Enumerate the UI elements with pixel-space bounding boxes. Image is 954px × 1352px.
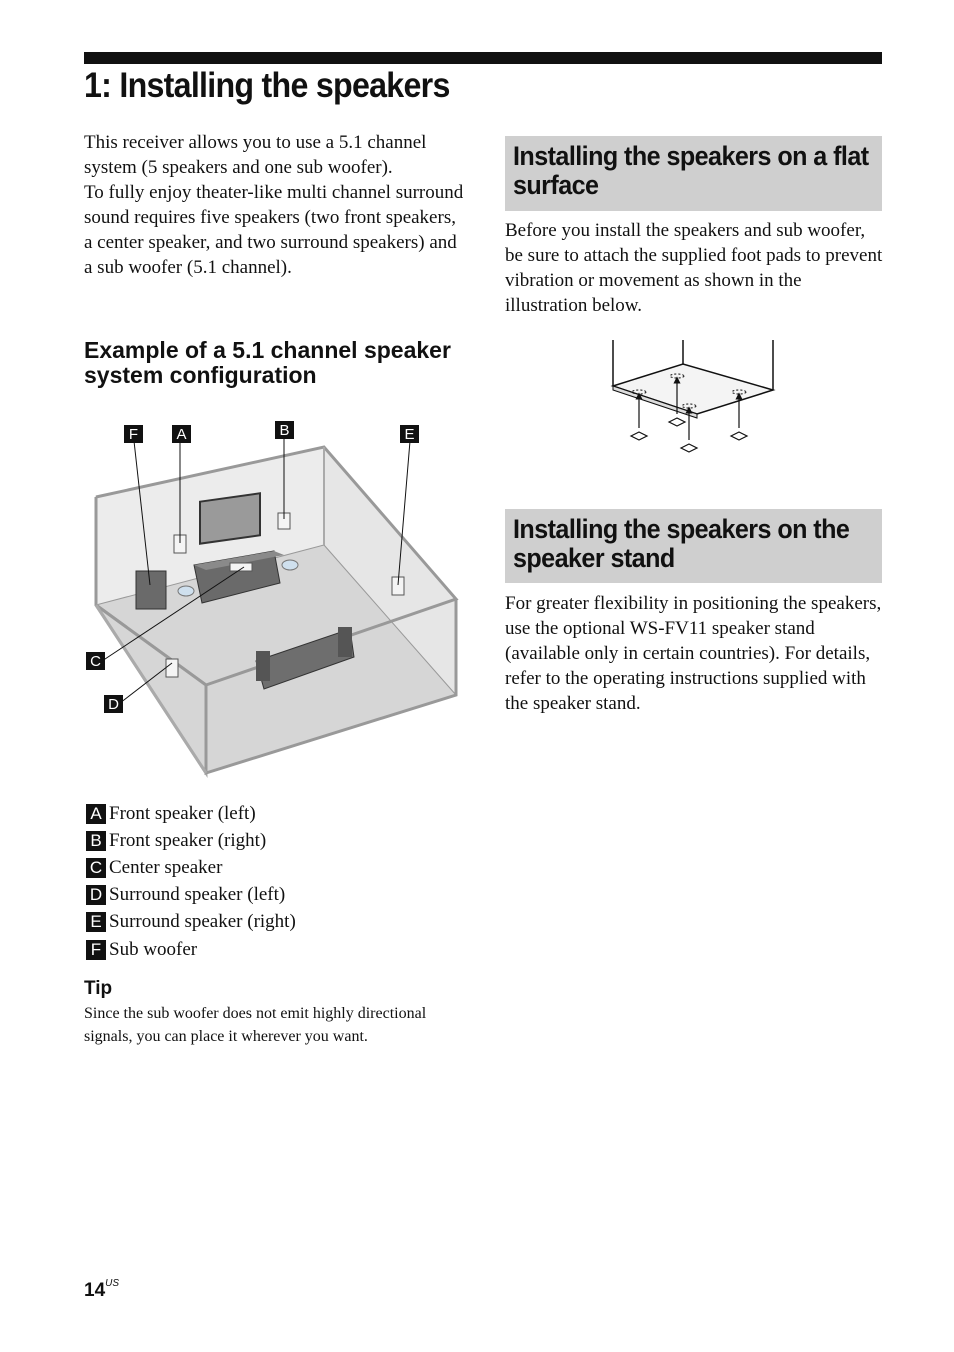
foot-pad <box>669 418 685 426</box>
callout-label-f: F <box>128 426 139 443</box>
legend-badge: A <box>86 804 106 824</box>
foot-pad <box>681 444 697 452</box>
legend-label: Surround speaker (left) <box>109 884 286 906</box>
section-heading-flat-surface: Installing the speakers on a flat surface <box>513 141 869 200</box>
legend-item <box>84 800 464 827</box>
legend-badge: E <box>86 912 106 932</box>
legend-item <box>84 936 464 963</box>
front-left-stand-base <box>178 586 194 596</box>
intro-line-1: This receiver allows you to use a 5.1 channel system (5 speakers and one sub woofer). <box>84 132 427 178</box>
callout-label-e: E <box>404 426 415 443</box>
title-rule <box>84 52 882 64</box>
tv-screen <box>200 493 260 543</box>
foot-pads-illustration <box>605 336 785 458</box>
legend-label: Front speaker (left) <box>109 802 256 824</box>
intro-line-2: To fully enjoy theater-like multi channel surround sound requires five speakers (two front speakers, a center speaker, and two surround speakers) and a sub woofer (5.1 channel). <box>84 182 464 278</box>
callout-label-c: C <box>90 653 101 670</box>
speaker-stand-text: For greater flexibility in positioning the speakers, use the optional WS-FV11 speaker stand (available only in certain countries). For details, refer to the operating instructions supplied with the speaker stand. <box>505 593 882 714</box>
example-heading: Example of a 5.1 channel speaker system configuration <box>84 337 451 388</box>
section-heading-box-flat-surface <box>505 136 882 211</box>
foot-pad <box>731 432 747 440</box>
legend-label: Surround speaker (right) <box>109 911 296 933</box>
speaker-configuration-diagram <box>84 415 464 785</box>
intro-text <box>84 130 464 280</box>
legend-item <box>84 827 464 854</box>
callout-label-d: D <box>108 696 119 713</box>
legend-badge: C <box>86 858 106 878</box>
legend-item <box>84 909 464 936</box>
sofa-arm-left <box>256 651 270 681</box>
section-heading-speaker-stand: Installing the speakers on the speaker stand <box>513 514 850 573</box>
legend-item <box>84 882 464 909</box>
legend-label: Center speaker <box>109 856 223 878</box>
speaker-base <box>613 364 773 414</box>
center-speaker <box>230 563 252 571</box>
foot-pad <box>631 432 647 440</box>
page-number-value: 14 <box>84 1280 106 1301</box>
page-title: 1: Installing the speakers <box>84 66 450 105</box>
legend-label: Front speaker (right) <box>109 829 267 851</box>
legend-item <box>84 854 464 881</box>
page-number <box>84 1280 119 1302</box>
speaker-legend <box>84 800 464 963</box>
subwoofer <box>136 571 166 609</box>
front-right-stand-base <box>282 560 298 570</box>
legend-label: Sub woofer <box>109 938 198 960</box>
page-number-suffix: US <box>105 1278 120 1289</box>
section-heading-box-speaker-stand <box>505 509 882 583</box>
legend-badge: D <box>86 885 106 905</box>
legend-badge: F <box>86 940 106 960</box>
surround-left-speaker <box>166 659 178 677</box>
sofa-arm-right <box>338 627 352 657</box>
callout-label-a: A <box>176 426 187 443</box>
tip-heading: Tip <box>84 978 113 999</box>
tip-text: Since the sub woofer does not emit highly directional signals, you can place it wherever you want. <box>84 1005 427 1045</box>
callout-label-b: B <box>279 422 290 439</box>
flat-surface-text: Before you install the speakers and sub woofer, be sure to attach the supplied foot pads to prevent vibration or movement as shown in the illustration below. <box>505 220 883 316</box>
legend-badge: B <box>86 831 106 851</box>
